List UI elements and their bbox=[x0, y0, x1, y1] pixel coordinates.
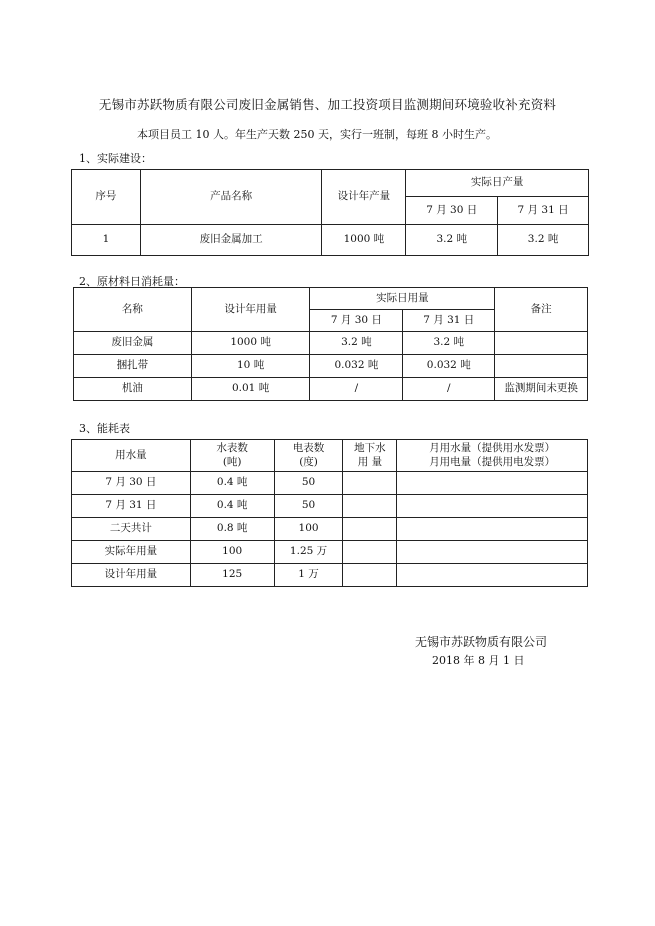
header-date-jul31: 7 月 31 日 bbox=[403, 310, 495, 332]
section-heading-energy: 3、能耗表 bbox=[79, 422, 130, 435]
header-date-jul30: 7 月 30 日 bbox=[406, 197, 498, 225]
cell-groundwater bbox=[343, 472, 397, 495]
actual-construction-table bbox=[71, 169, 589, 256]
cell-water: 125 bbox=[190, 564, 274, 587]
table-row bbox=[72, 564, 588, 587]
cell-product-name: 废旧金属加工 bbox=[140, 225, 322, 256]
table-row bbox=[72, 541, 588, 564]
cell-jul31: 3.2 吨 bbox=[498, 225, 589, 256]
raw-material-table bbox=[73, 287, 588, 401]
header-actual-daily-output: 实际日产量 bbox=[406, 170, 589, 197]
cell-label: 设计年用量 bbox=[72, 564, 191, 587]
header-electric-meter bbox=[274, 440, 343, 472]
cell-electric: 1 万 bbox=[274, 564, 343, 587]
header-water-meter-line2: (吨) bbox=[222, 455, 242, 468]
cell-note: 监测期间未更换 bbox=[495, 378, 588, 401]
cell-monthly bbox=[397, 564, 588, 587]
table-row bbox=[72, 495, 588, 518]
header-design-annual-output: 设计年产量 bbox=[322, 170, 406, 225]
cell-jul31: 0.032 吨 bbox=[403, 355, 495, 378]
section-heading-construction: 1、实际建设： bbox=[79, 152, 152, 165]
cell-design-output: 1000 吨 bbox=[322, 225, 406, 256]
cell-label: 7 月 31 日 bbox=[72, 495, 191, 518]
cell-electric: 50 bbox=[274, 472, 343, 495]
cell-jul30: 3.2 吨 bbox=[310, 332, 403, 355]
header-monthly-electricity: 月用电量（提供用电发票） bbox=[429, 455, 556, 468]
header-actual-daily-usage: 实际日用量 bbox=[310, 288, 495, 310]
cell-note bbox=[495, 332, 588, 355]
table-row bbox=[72, 472, 588, 495]
header-monthly-usage bbox=[397, 440, 588, 472]
header-product-name: 产品名称 bbox=[140, 170, 322, 225]
cell-name: 机油 bbox=[74, 378, 192, 401]
cell-groundwater bbox=[343, 564, 397, 587]
signature-company: 无锡市苏跃物质有限公司 bbox=[415, 635, 548, 649]
cell-water: 0.8 吨 bbox=[190, 518, 274, 541]
cell-label: 7 月 30 日 bbox=[72, 472, 191, 495]
header-monthly-water: 月用水量（提供用水发票） bbox=[429, 442, 556, 455]
cell-jul30: / bbox=[310, 378, 403, 401]
cell-name: 废旧金属 bbox=[74, 332, 192, 355]
header-groundwater-line2: 用 量 bbox=[357, 455, 383, 468]
cell-design: 0.01 吨 bbox=[191, 378, 310, 401]
cell-water: 0.4 吨 bbox=[190, 495, 274, 518]
cell-note bbox=[495, 355, 588, 378]
header-date-jul31: 7 月 31 日 bbox=[498, 197, 589, 225]
cell-monthly bbox=[397, 495, 588, 518]
header-water-meter bbox=[190, 440, 274, 472]
header-water-meter-line1: 水表数 bbox=[216, 442, 248, 455]
signature-date: 2018 年 8 月 1 日 bbox=[432, 654, 525, 667]
table-row bbox=[74, 378, 588, 401]
intro-text: 本项目员工 10 人。年生产天数 250 天，实行一班制，每班 8 小时生产。 bbox=[137, 128, 497, 141]
cell-monthly bbox=[397, 472, 588, 495]
table-row bbox=[74, 355, 588, 378]
cell-no: 1 bbox=[72, 225, 141, 256]
cell-electric: 100 bbox=[274, 518, 343, 541]
header-note: 备注 bbox=[495, 288, 588, 332]
cell-jul30: 0.032 吨 bbox=[310, 355, 403, 378]
cell-jul31: / bbox=[403, 378, 495, 401]
header-water-usage: 用水量 bbox=[72, 440, 191, 472]
cell-water: 0.4 吨 bbox=[190, 472, 274, 495]
cell-name: 捆扎带 bbox=[74, 355, 192, 378]
cell-electric: 1.25 万 bbox=[274, 541, 343, 564]
header-groundwater-line1: 地下水 bbox=[354, 442, 386, 455]
cell-monthly bbox=[397, 541, 588, 564]
table-row bbox=[72, 225, 589, 256]
cell-jul30: 3.2 吨 bbox=[406, 225, 498, 256]
cell-groundwater bbox=[343, 541, 397, 564]
table-row bbox=[74, 332, 588, 355]
header-name: 名称 bbox=[74, 288, 192, 332]
cell-groundwater bbox=[343, 518, 397, 541]
cell-label: 实际年用量 bbox=[72, 541, 191, 564]
cell-water: 100 bbox=[190, 541, 274, 564]
header-design-annual-usage: 设计年用量 bbox=[191, 288, 310, 332]
energy-consumption-table bbox=[71, 439, 588, 587]
cell-design: 10 吨 bbox=[191, 355, 310, 378]
header-electric-meter-line1: 电表数 bbox=[292, 442, 325, 455]
document-title: 无锡市苏跃物质有限公司废旧金属销售、加工投资项目监测期间环境验收补充资料 bbox=[98, 97, 557, 112]
cell-monthly bbox=[397, 518, 588, 541]
table-row bbox=[72, 518, 588, 541]
cell-electric: 50 bbox=[274, 495, 343, 518]
header-groundwater bbox=[343, 440, 397, 472]
header-no: 序号 bbox=[72, 170, 141, 225]
header-electric-meter-line2: (度) bbox=[299, 455, 318, 468]
section-heading-materials: 2、原材料日消耗量： bbox=[79, 275, 185, 288]
cell-design: 1000 吨 bbox=[191, 332, 310, 355]
header-date-jul30: 7 月 30 日 bbox=[310, 310, 403, 332]
cell-groundwater bbox=[343, 495, 397, 518]
cell-jul31: 3.2 吨 bbox=[403, 332, 495, 355]
cell-label: 二天共计 bbox=[72, 518, 191, 541]
